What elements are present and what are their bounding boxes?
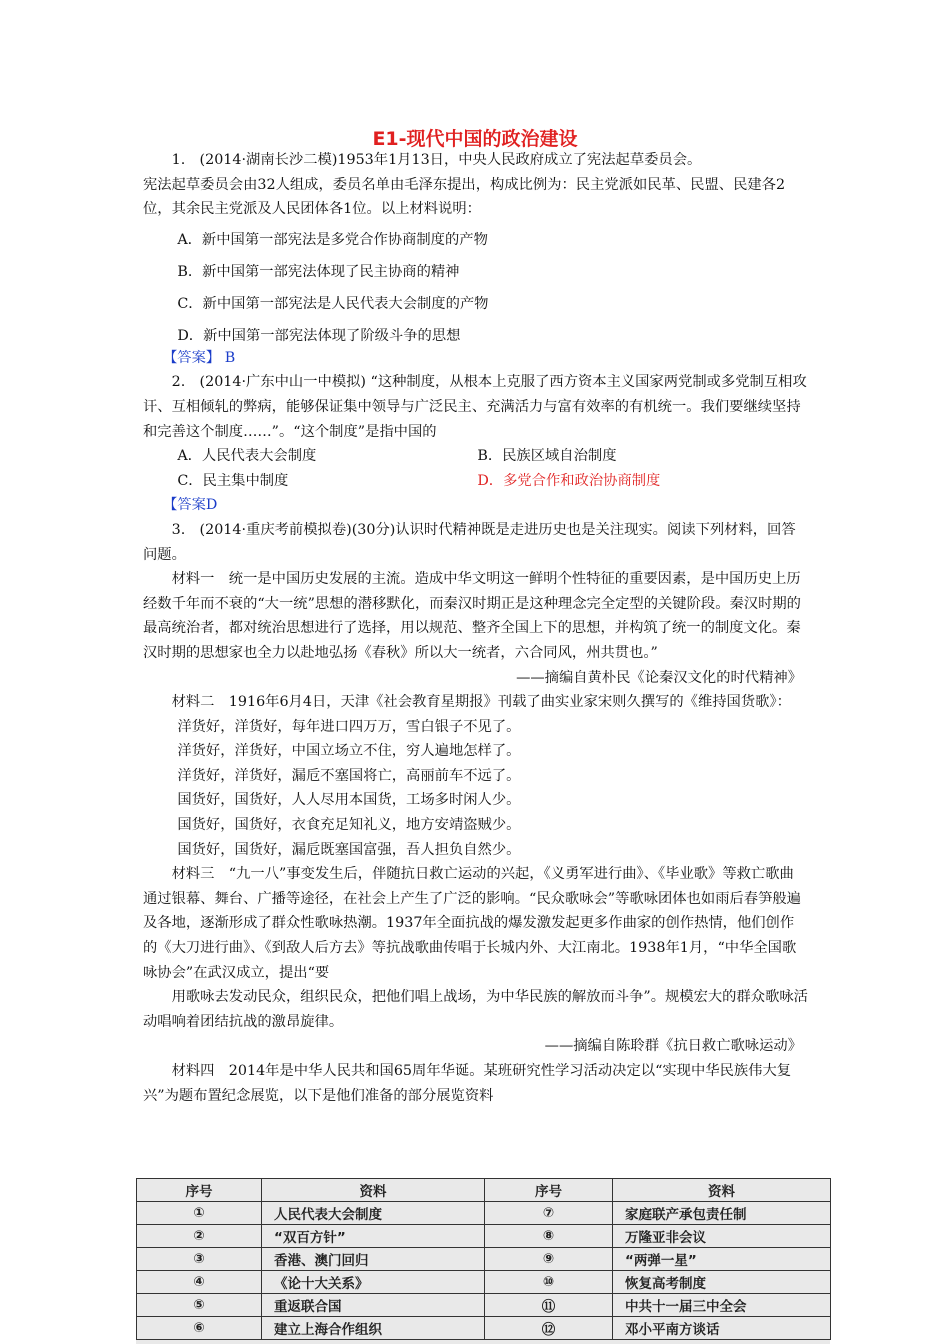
poem-line-6: 国货好，国货好，漏卮既塞国富强，吾人担负自然少。 (177, 841, 521, 858)
row-material: “双百方针” (262, 1225, 485, 1248)
row-index: ⑤ (137, 1294, 262, 1317)
poem-line-4: 国货好，国货好，人人尽用本国货，工场多时闲人少。 (177, 792, 521, 809)
row-material: 《论十大关系》 (262, 1271, 485, 1294)
row-index: ① (137, 1202, 262, 1225)
poem-line-1: 洋货好，洋货好，每年进口四万万，雪白银子不见了。 (177, 718, 521, 735)
q1-stem-line1: 1. (2014·湖南长沙二模)1953年1月13日，中央人民政府成立了宪法起草委员会。 (171, 152, 702, 168)
table-row (137, 1202, 831, 1225)
material-1: 材料一 统一是中国历史发展的主流。造成中华文明这一鲜明个性特征的重要因素，是中国历史上历经数千年而不衰的“大一统”思想的潜移默化，而秦汉时期正是这种理念完全定型的关键阶段。秦汉时期的最高统治者，都对统治思想进行了选择，用以规范、整齐全国上下的思想，并构筑了统一的制度文化。秦汉时期的思想家也全力以赴地弘扬《春秋》所以大一统者，六合同风，州共贯也。” (143, 571, 801, 661)
row-index: ④ (137, 1271, 262, 1294)
row-material: 人民代表大会制度 (262, 1202, 485, 1225)
row-material: 中共十一届三中全会 (613, 1294, 831, 1317)
table-row (137, 1317, 831, 1340)
header-material-1: 资料 (262, 1179, 485, 1202)
row-material: 家庭联产承包责任制 (613, 1202, 831, 1225)
material-3-source: ——摘编自陈聆群《抗日救亡歌咏运动》 (544, 1038, 802, 1055)
row-index: ⑩ (485, 1271, 613, 1294)
row-material: 邓小平南方谈话 (613, 1317, 831, 1340)
q2-option-d: D．多党合作和政治协商制度 (477, 472, 661, 489)
row-material: 香港、澳门回归 (262, 1248, 485, 1271)
poem-line-2: 洋货好，洋货好，中国立场立不住，穷人遍地怎样了。 (177, 743, 521, 760)
poem-line-5: 国货好，国货好，衣食充足知礼义，地方安靖盗贼少。 (177, 817, 521, 834)
q2-option-a: A．人民代表大会制度 (177, 448, 317, 465)
q2-answer-value: D (205, 497, 218, 514)
document-title: E1-现代中国的政治建设 (372, 128, 578, 150)
q2-answer (143, 493, 808, 518)
q1-option-d: D．新中国第一部宪法体现了阶级斗争的思想 (177, 327, 461, 344)
material-2: 材料二 1916年6月4日，天津《社会教育星期报》刊载了曲实业家宋则久撰写的《维持国货歌》： (171, 694, 791, 711)
row-material: 重返联合国 (262, 1294, 485, 1317)
row-index: ③ (137, 1248, 262, 1271)
header-index-2: 序号 (485, 1179, 613, 1202)
header-material-2: 资料 (613, 1179, 831, 1202)
row-index: ⑧ (485, 1225, 613, 1248)
exhibition-table (136, 1178, 831, 1340)
poem-line-3: 洋货好，洋货好，漏卮不塞国将亡，高丽前车不远了。 (177, 767, 521, 784)
q1-answer-tag: 【答案】 (163, 349, 221, 366)
q2-answer-tag: 【答案 (163, 497, 206, 514)
q1-options (143, 224, 808, 352)
exhibition-table-image (136, 1178, 830, 1344)
q1-stem-rest: 宪法起草委员会由32人组成，委员名单由毛泽东提出，构成比例为：民主党派如民革、民盟、民建各2位，其余民主党派及人民团体各1位。以上材料说明： (143, 176, 786, 218)
row-index: ⑨ (485, 1248, 613, 1271)
row-index: ⑥ (137, 1317, 262, 1340)
row-material: 万隆亚非会议 (613, 1225, 831, 1248)
table-row (137, 1248, 831, 1271)
q1-option-c: C．新中国第一部宪法是人民代表大会制度的产物 (177, 295, 489, 312)
table-row (137, 1294, 831, 1317)
material-3: 材料三 “九一八”事变发生后，伴随抗日救亡运动的兴起，《义勇军进行曲》、《毕业歌》等救亡歌曲通过银幕、舞台、广播等途径，在社会上产生了广泛的影响。“民众歌咏会”等歌咏团体也如雨后春笋般遍及各地，逐渐形成了群众性歌咏热潮。1937年全面抗战的爆发激发起更多作曲家的创作热情，他们创作的《大刀进行曲》、《到敌人后方去》等抗战歌曲传唱于长城内外、大江南北。1938年1月，“中华全国歌咏协会”在武汉成立，提出“要 (143, 866, 801, 981)
q1-option-a: A．新中国第一部宪法是多党合作协商制度的产物 (177, 231, 488, 248)
q3-stem: 3. (2014·重庆考前模拟卷)(30分)认识时代精神既是走进历史也是关注现实。阅读下列材料，回答问题。 (143, 521, 796, 563)
material-1-source: ——摘编自黄朴民《论秦汉文化的时代精神》 (516, 669, 802, 686)
material-4: 材料四 2014年是中华人民共和国65周年华诞。某班研究性学习活动决定以“实现中华民族伟大复兴”为题布置纪念展览，以下是他们准备的部分展览资料 (143, 1063, 792, 1104)
q2-options-row2 (143, 469, 808, 494)
q1-option-b: B．新中国第一部宪法体现了民主协商的精神 (177, 263, 460, 280)
document-body (143, 148, 808, 1108)
row-index: ⑪ (485, 1294, 613, 1317)
q2-option-b: B．民族区域自治制度 (477, 448, 617, 465)
row-index: ⑫ (485, 1317, 613, 1340)
q2-option-c: C．民主集中制度 (177, 472, 289, 489)
table-row (137, 1271, 831, 1294)
q2-stem: 2. (2014·广东中山一中模拟) “这种制度，从根本上克服了西方资本主义国家两党制或多党制互相攻讦、互相倾轧的弊病，能够保证集中领导与广泛民主、充满活力与富有效率的有机统一。我们要继续坚持和完善这个制度……”。“这个制度”是指中国的 (143, 374, 807, 440)
table-row (137, 1225, 831, 1248)
table-header-row (137, 1179, 831, 1202)
q1-answer-value: B (224, 349, 236, 366)
row-material: 恢复高考制度 (613, 1271, 831, 1294)
material-3-continued: 用歌咏去发动民众，组织民众，把他们唱上战场，为中华民族的解放而斗争”。规模宏大的群众歌咏活动唱响着团结抗战的激昂旋律。 (143, 989, 808, 1030)
q2-options-row1 (143, 444, 808, 469)
row-index: ② (137, 1225, 262, 1248)
row-material: “两弹一星” (613, 1248, 831, 1271)
row-material: 建立上海合作组织 (262, 1317, 485, 1340)
row-index: ⑦ (485, 1202, 613, 1225)
header-index-1: 序号 (137, 1179, 262, 1202)
poem (143, 715, 808, 863)
